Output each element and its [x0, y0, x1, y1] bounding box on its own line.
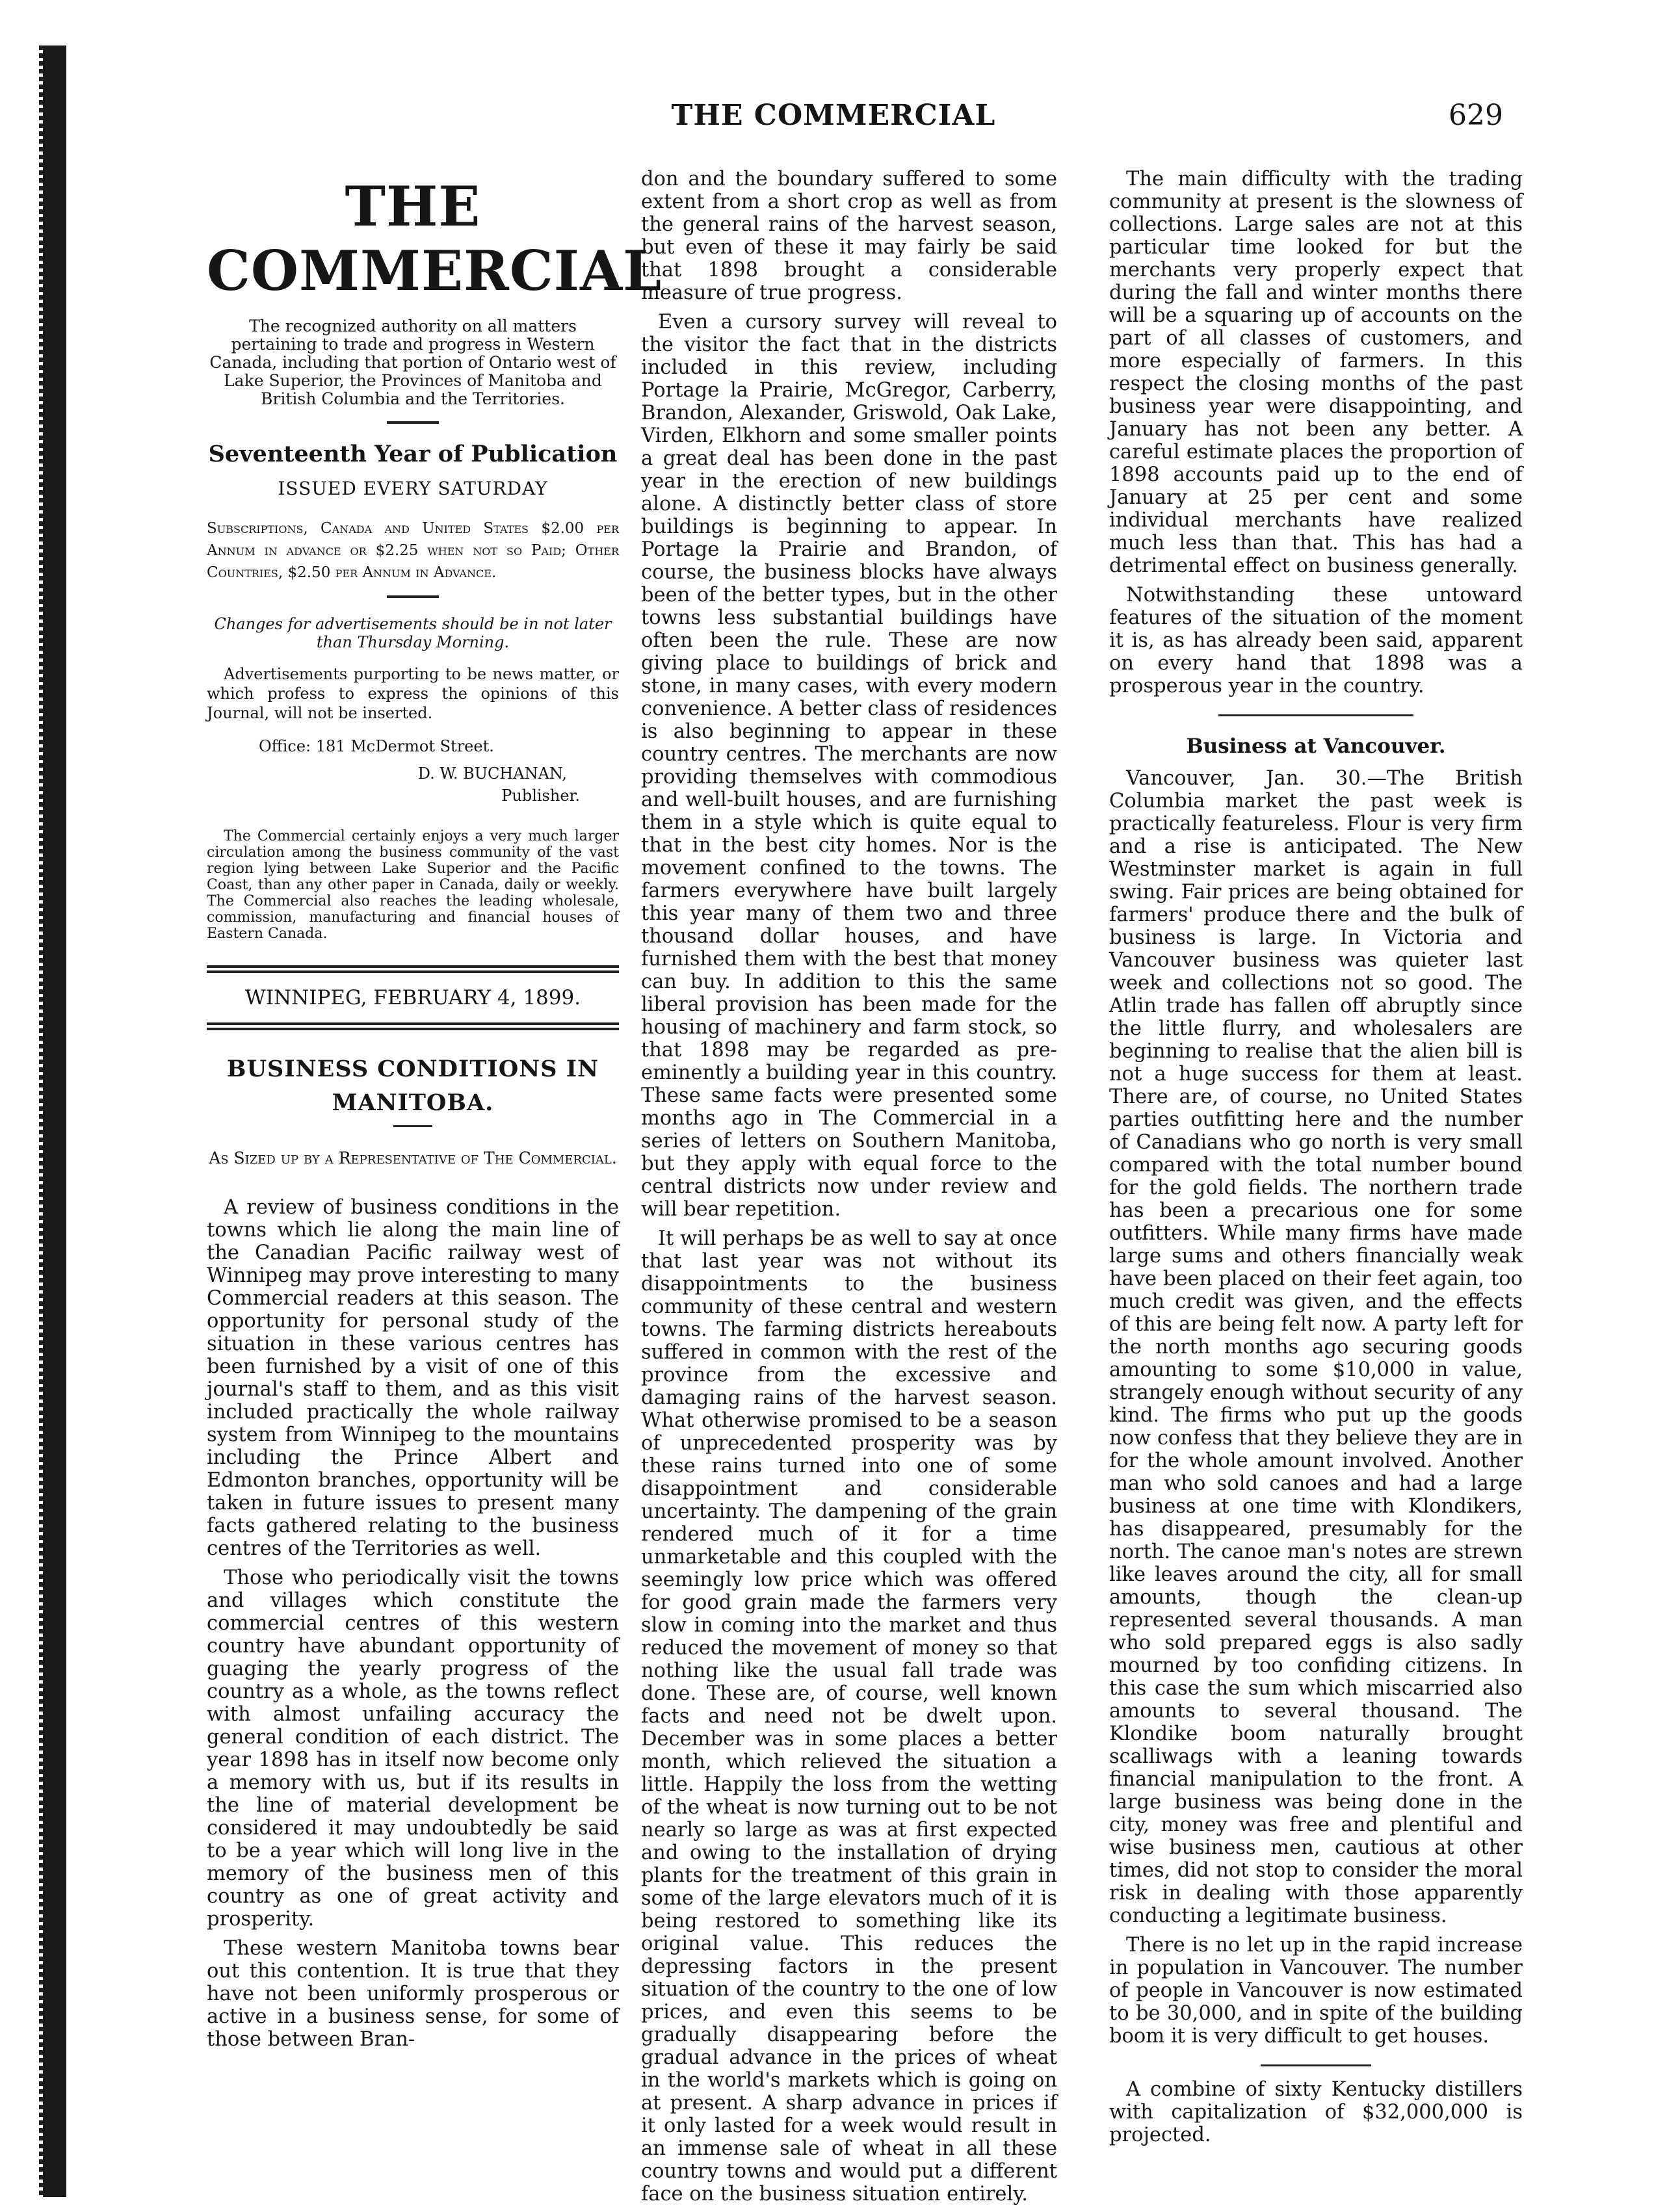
publisher-role: Publisher.: [501, 787, 580, 805]
article-paragraph: Those who periodically visit the towns and villages which constitute the commercial centres of this western country have abundant opportunity of guaging the yearly progress of the country as a whole, as the towns reflect with almost unfailing accuracy the general condition of each district. The year 1898 has in itself now become only a memory with us, but if its results in the line of material development be considered it may undoubtedly be said to be a year which will long live in the memory of the business men of this country as one of great activity and prosperity.: [207, 1567, 619, 1931]
page-binding-shadow: [43, 46, 66, 2197]
masthead-tagline: The recognized authority on all matters pertaining to trade and progress in Western Canada, including that portion of Ontario west of Lake Superior, the Provinces of Manitoba and British Columbia and the Territories.: [209, 317, 616, 408]
divider: [387, 421, 439, 424]
article-title: [207, 1052, 619, 1120]
masthead-name: THE COMMERCIAL: [207, 174, 663, 303]
issued-line: ISSUED EVERY SATURDAY: [278, 478, 548, 499]
column-2: [641, 168, 1057, 2212]
article-title-line-1: BUSINESS CONDITIONS IN: [226, 1056, 599, 1082]
divider: [393, 1125, 432, 1127]
article-paragraph: These western Manitoba towns bear out this contention. It is true that they have not been uniformly prosperous or active in a business sense, for some of those between Bran-: [207, 1937, 619, 2051]
ads-notice: Advertisements purporting to be news matter, or which profess to express the opinions of this Journal, will not be inserted.: [207, 665, 619, 722]
article-paragraph: Even a cursory survey will reveal to the visitor the fact that in the districts included in this review, including Portage la Prairie, McGregor, Carberry, Brandon, Alexander, Griswold, Oak Lake, Virden, Elkhorn and some smaller points a great deal has been done in the past year in the erection of new buildings alone. A distinctly better class of store buildings is beginning to appear. In Portage la Prairie and Brandon, of course, the business blocks have always been of the better types, but in the other towns less substantial buildings have often been the rule. These are now giving place to buildings of brick and stone, in many cases, with every modern convenience. A better class of residences is also beginning to appear in these country centres. The merchants are now providing themselves with commodious and well-built houses, and are furnishing them in a style which is quite equal to that in the best city homes. Nor is the movement confined to the towns. The farmers everywhere have built largely this year many of them two and three thousand dollar houses, and have furnished them with the best that money can buy. In addition to this the same liberal provision has been made for the housing of machinery and farm stock, so that 1898 may be regarded as pre-eminently a building year in this country. These same facts were presented some months ago in The Commercial in a series of letters on Southern Manitoba, but they apply with equal force to the central districts now under review and will bear repetition.: [641, 311, 1057, 1221]
subscription-rates: Subscriptions, Canada and United States $2.00 per Annum in advance or $2.25 when not so Paid; Other Countries, $2.50 per Annum in Advance.: [207, 520, 619, 581]
brief-paragraph: A combine of sixty Kentucky distillers with capitalization of $32,000,000 is projected.: [1109, 2078, 1523, 2146]
publisher-name: D. W. BUCHANAN,: [417, 764, 567, 783]
circulation-notice: The Commercial certainly enjoys a very much larger circulation among the business community of the vast region lying between Lake Superior and the Pacific Coast, than any other paper in Canada, daily or weekly. The Commercial also reaches the leading wholesale, commission, manufacturing and financial houses of Eastern Canada.: [207, 828, 619, 942]
page-number: 629: [1449, 99, 1503, 132]
article-subtitle: As Sized up by a Representative of The Commercial.: [209, 1149, 617, 1167]
divider: [387, 595, 439, 598]
double-rule: [207, 1022, 619, 1030]
article-paragraph: Notwithstanding these untoward features of the situation of the moment it is, as has already been said, apparent on every hand that 1898 was a prosperous year in the country.: [1109, 584, 1523, 697]
article-paragraph: It will perhaps be as well to say at once that last year was not without its disappointments to the business community of these central and western towns. The farming districts hereabouts suffered in common with the rest of the province from the excessive and damaging rains of the harvest season. What otherwise promised to be a season of unprecedented prosperity was by these rains turned into one of some disappointment and considerable uncertainty. The dampening of the grain rendered much of it for a time unmarketable and this coupled with the seemingly low price which was offered for good grain made the farmers very slow in coming into the market and thus reduced the movement of money so that nothing like the usual fall trade was done. These are, of course, well known facts and need not be dwelt upon. December was in some places a better month, which relieved the situation a little. Happily the loss from the wetting of the wheat is now turning out to be not nearly so large as was at first expected and owing to the installation of drying plants for the treatment of this grain in some of the large elevators much of it is being restored to something like its original value. This reduces the depressing factors in the present situation of the country to the one of low prices, and even this seems to be gradually disappearing before the gradual advance in the prices of wheat in the world's markets which is going on at present. A sharp advance in prices if it only lasted for a week would result in an immense sale of wheat in all these country towns and would put a different face on the business situation entirely.: [641, 1227, 1057, 2205]
section-paragraph: Vancouver, Jan. 30.—The British Columbia market the past week is practically featureless. Flour is very firm and a rise is anticipated. The New Westminster market is again in full swing. Fair prices are being obtained for farmers' produce there and the bulk of business is large. In Victoria and Vancouver business was quieter last week and collections not so good. The Atlin trade has fallen off abruptly since the little flurry, and wholesalers are beginning to realise that the alien bill is not a huge success for them at least. There are, of course, no United States parties outfitting here and the number of Canadians who go north is very small compared with the total number bound for the gold fields. The northern trade has been a precarious one for some outfitters. While many firms have made large sums and others financially weak have been placed on their feet again, too much credit was given, and the effects of this are being felt now. A party left for the north months ago securing goods amounting to some $10,000 in value, strangely enough without security of any kind. The firms who put up the goods now confess that they believe they are in for the whole amount involved. Another man who sold canoes and had a large business at one time with Klondikers, has disappeared, presumably for the north. The canoe man's notes are strewn like leaves around the city, all for small amounts, though the clean-up represented several thousands. A man who sold prepared eggs is also sadly mourned by too confiding citizens. In this case the sum which miscarried also amounts to several thousand. The Klondike boom naturally brought scalliwags with a leaning towards financial manipulation to the front. A large business was being done in the city, money was free and plentiful and wise business men, cautious at other times, did not stop to consider the moral risk in dealing with those apparently conducting a legitimate business.: [1109, 767, 1523, 1927]
double-rule: [207, 965, 619, 973]
office-address: Office: 181 McDermot Street.: [259, 737, 494, 755]
changes-notice: Changes for advertisements should be in not later than Thursday Morning.: [214, 615, 612, 651]
publication-year-line: Seventeenth Year of Publication: [208, 441, 618, 467]
article-title-line-2: MANITOBA.: [332, 1089, 494, 1116]
article-paragraph: The main difficulty with the trading community at present is the slowness of collections. Large sales are not at this particular time looked for but the merchants very properly expect that during the fall and winter months there will be a squaring up of accounts on the part of all classes of customers, and more especially of farmers. In this respect the closing months of the past business year were disappointing, and January has not been any better. A careful estimate places the proportion of 1898 accounts paid up to the end of January at 25 per cent and some individual merchants have realized much less than that. This has had a detrimental effect on business generally.: [1109, 168, 1523, 577]
issue-dateline: WINNIPEG, FEBRUARY 4, 1899.: [244, 986, 581, 1009]
section-paragraph: There is no let up in the rapid increase in population in Vancouver. The number of people in Vancouver is now estimated to be 30,000, and in spite of the building boom it is very difficult to get houses.: [1109, 1934, 1523, 2048]
section-divider: [1218, 714, 1413, 716]
divider: [1261, 2064, 1371, 2066]
column-3: [1109, 168, 1523, 2153]
section-title: Business at Vancouver.: [1186, 735, 1446, 758]
article-paragraph: don and the boundary suffered to some extent from a short crop as well as from the general rains of the harvest season, but even of these it may fairly be said that 1898 brought a considerable measure of true progress.: [641, 168, 1057, 304]
column-1: [207, 168, 663, 2057]
article-paragraph: A review of business conditions in the towns which lie along the main line of the Canadian Pacific railway west of Winnipeg may prove interesting to many Commercial readers at this season. The opportunity for personal study of the situation in these various centres has been furnished by a visit of one of this journal's staff to them, and as this visit included practically the whole railway system from Winnipeg to the mountains including the Prince Albert and Edmonton branches, opportunity will be taken in future issues to present many facts gathered relating to the business centres of the Territories as well.: [207, 1196, 619, 1560]
running-header-title: THE COMMERCIAL: [671, 99, 996, 132]
